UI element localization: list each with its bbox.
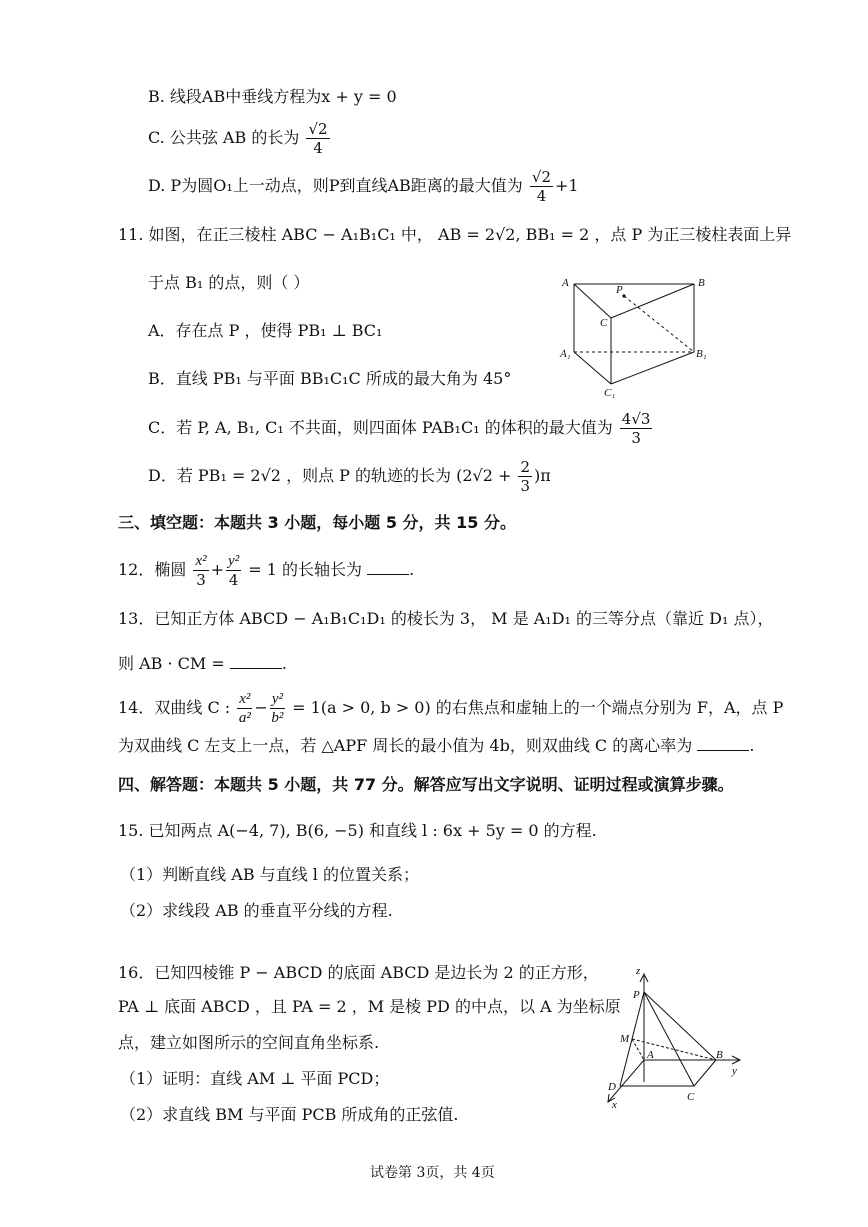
edge-bc	[611, 284, 694, 318]
q12-fraction-y	[226, 552, 241, 589]
point-p	[622, 294, 625, 297]
q11-stem-line2: 于点 B₁ 的点，则（ ）	[148, 273, 310, 292]
section-4-heading: 四、解答题：本题共 5 小题，共 77 分。解答应写出文字说明、证明过程或演算步骤。	[118, 775, 734, 794]
fraction-denominator: a²	[238, 710, 251, 726]
q16-line2: PA ⊥ 底面 ABCD ，且 PA = 2 ，M 是棱 PD 的中点，以 A 为坐标原	[118, 997, 621, 1016]
fraction-numerator: x²	[239, 691, 251, 707]
q10-option-d-suffix: +1	[555, 176, 579, 195]
q10-option-b: B. 线段AB中垂线方程为x + y = 0	[148, 87, 397, 106]
label-c1: C₁	[604, 387, 616, 399]
q10-option-d-text: D. P为圆O₁上一动点，则P到直线AB距离的最大值为	[148, 176, 523, 195]
fraction-denominator: 4	[228, 571, 239, 589]
label-a: A	[647, 1049, 654, 1061]
label-p: P	[616, 284, 623, 296]
label-p: P	[633, 989, 640, 1001]
q12-end: .	[409, 560, 415, 579]
fraction-denominator: b²	[271, 710, 284, 726]
section-3-heading: 三、填空题：本题共 3 小题，每小题 5 分，共 15 分。	[118, 513, 516, 532]
edge-ac	[574, 284, 611, 318]
q16-pyramid-figure	[596, 962, 752, 1110]
q14-fraction-x	[237, 690, 252, 727]
edge-pc	[644, 992, 694, 1086]
edge-a1c1	[574, 352, 611, 384]
label-x: x	[612, 1099, 617, 1110]
q11-option-c-text: C．若 P, A, B₁, C₁ 不共面，则四面体 PAB₁C₁ 的体积的最大值为	[148, 418, 613, 437]
edge-b1c1	[611, 352, 694, 384]
q15-part2: （2）求线段 AB 的垂直平分线的方程.	[120, 901, 393, 920]
q11-option-b: B．直线 PB₁ 与平面 BB₁C₁C 所成的最大角为 45°	[148, 369, 512, 388]
fraction-numerator: √2	[531, 168, 552, 186]
q12	[118, 552, 414, 589]
q16-line1: 16．已知四棱锥 P − ABCD 的底面 ABCD 是边长为 2 的正方形，	[118, 963, 599, 982]
q16-line3: 点，建立如图所示的空间直角坐标系.	[118, 1033, 380, 1052]
segment-pb1	[624, 296, 694, 352]
q15-part1: （1）判断直线 AB 与直线 l 的位置关系；	[120, 865, 419, 884]
q12-fraction-x	[193, 552, 208, 589]
q10-option-d	[148, 168, 579, 205]
segment-ma	[632, 1039, 644, 1060]
edge-cb	[694, 1060, 716, 1086]
q14-line2-text: 为双曲线 C 左支上一点，若 △APF 周长的最小值为 4b，则双曲线 C 的离心率为	[118, 736, 693, 755]
q14-minus: −	[254, 698, 268, 717]
label-b: B	[716, 1049, 723, 1061]
label-b: B	[698, 277, 705, 289]
q14-suffix: = 1(a > 0, b > 0) 的右焦点和虚轴上的一个端点分别为 F，A，点 P	[292, 698, 784, 717]
q11-option-a: A．存在点 P ，使得 PB₁ ⊥ BC₁	[148, 321, 383, 340]
label-a: A	[562, 277, 569, 289]
q11-option-d-text: D．若 PB₁ = 2√2 ，则点 P 的轨迹的长为 (2√2 +	[148, 466, 512, 485]
q11-option-c	[148, 410, 654, 447]
q13-line1: 13．已知正方体 ABCD − A₁B₁C₁D₁ 的棱长为 3， M 是 A₁D₁ 的三等分点（靠近 D₁ 点），	[118, 609, 774, 628]
label-c: C	[600, 317, 608, 329]
fraction-denominator: 3	[631, 429, 641, 447]
fraction-denominator: 4	[313, 139, 323, 157]
q11-option-c-fraction	[620, 410, 653, 447]
q14-line2	[118, 734, 754, 757]
q12-plus: +	[210, 560, 225, 579]
label-m: M	[620, 1033, 630, 1045]
q13-answer-blank[interactable]	[230, 652, 282, 669]
q12-suffix: = 1 的长轴长为	[248, 560, 363, 579]
q11-prism-figure	[556, 272, 716, 402]
fraction-numerator: x²	[195, 553, 207, 569]
q11-option-d-suffix: )π	[534, 466, 551, 485]
fraction-numerator: √2	[308, 120, 328, 138]
fraction-denominator: 3	[196, 571, 206, 589]
q15-stem: 15. 已知两点 A(−4, 7), B(6, −5) 和直线 l : 6x + 5y = 0 的方程.	[118, 821, 597, 840]
q13-line2	[118, 652, 287, 675]
q11-stem-line1: 11. 如图，在正三棱柱 ABC − A₁B₁C₁ 中， AB = 2√2, BB₁ = 2 ，点 P 为正三棱柱表面上异	[118, 225, 792, 244]
fraction-numerator: 4√3	[621, 410, 651, 428]
q14-line1	[118, 690, 783, 727]
label-z: z	[636, 965, 641, 977]
q13-end: .	[281, 654, 287, 673]
label-c: C	[687, 1091, 695, 1103]
fraction-denominator: 4	[536, 187, 547, 205]
label-b1: B₁	[696, 348, 707, 360]
q13-line2-text: 则 AB · CM =	[118, 654, 225, 673]
fraction-denominator: 3	[520, 477, 531, 495]
q10-option-c	[148, 120, 332, 157]
edge-pb	[644, 992, 716, 1060]
q12-answer-blank[interactable]	[367, 558, 409, 575]
page-footer: 试卷第 3页，共 4页	[370, 1165, 495, 1181]
fraction-numerator: y²	[228, 553, 240, 569]
q10-option-d-fraction	[530, 168, 553, 205]
q11-option-d-fraction	[518, 458, 532, 495]
q14-end: .	[749, 736, 755, 755]
q12-prefix: 12．椭圆	[118, 560, 187, 579]
q16-part1: （1）证明：直线 AM ⊥ 平面 PCD；	[120, 1069, 390, 1088]
label-y: y	[732, 1065, 737, 1077]
q14-answer-blank[interactable]	[697, 734, 749, 751]
q16-part2: （2）求直线 BM 与平面 PCB 所成角的正弦值.	[120, 1105, 459, 1124]
q10-option-c-fraction	[306, 120, 329, 157]
label-a1: A₁	[560, 348, 571, 360]
q14-prefix: 14．双曲线 C :	[118, 698, 231, 717]
segment-mb	[632, 1039, 716, 1060]
fraction-numerator: y²	[271, 691, 283, 707]
q11-option-d	[148, 458, 551, 495]
q14-fraction-y	[270, 690, 285, 727]
fraction-numerator: 2	[520, 458, 531, 476]
q10-option-c-text: C. 公共弦 AB 的长为	[148, 128, 300, 147]
label-d: D	[608, 1081, 616, 1093]
